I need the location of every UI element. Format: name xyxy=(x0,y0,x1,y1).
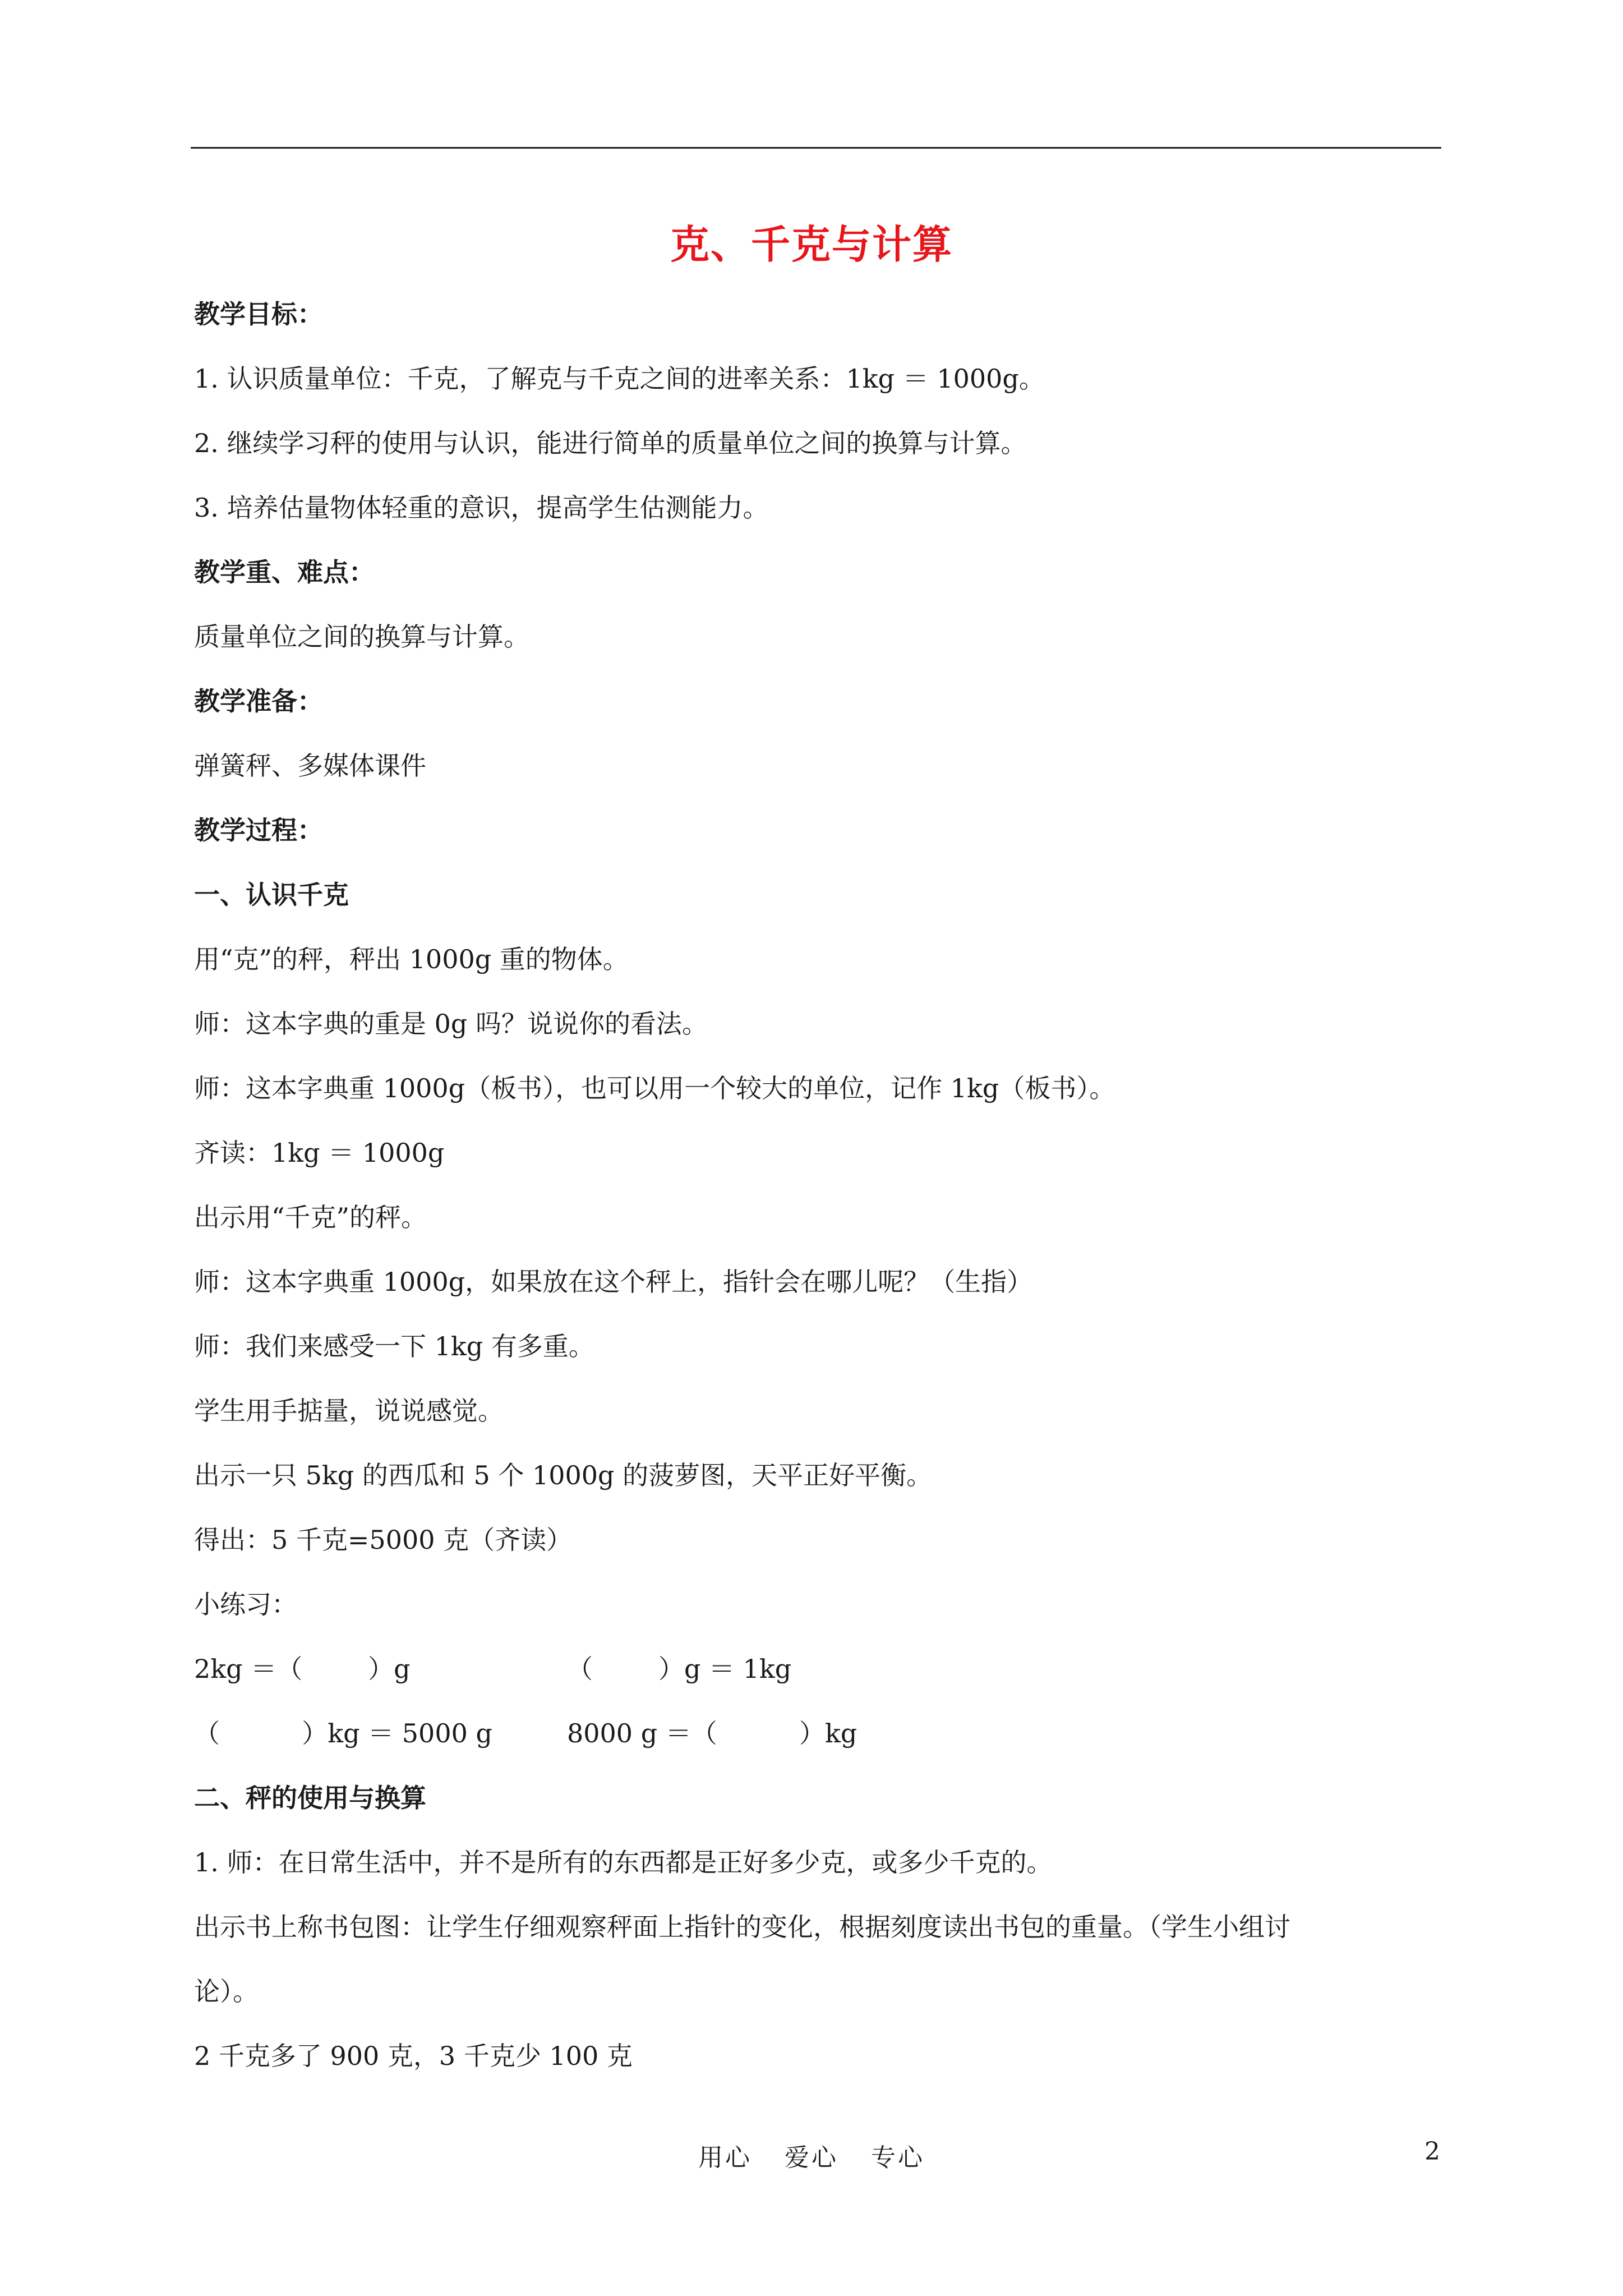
paragraph-line: 出示一只 5kg 的西瓜和 5 个 1000g 的菠萝图，天平正好平衡。 xyxy=(194,1460,933,1490)
objective-2: 2. 继续学习秤的使用与认识，能进行简单的质量单位之间的换算与计算。 xyxy=(194,428,1027,458)
paragraph-line: 2 千克多了 900 克，3 千克少 100 克 xyxy=(194,2041,633,2071)
paragraph-line: 出示书上称书包图：让学生仔细观察秤面上指针的变化，根据刻度读出书包的重量。（学生小组讨 xyxy=(194,1912,1290,1942)
paragraph-line: 齐读：1kg ＝ 1000g xyxy=(194,1138,445,1168)
exercise-item: （ ）kg ＝ 5000 g xyxy=(194,1718,492,1749)
section-heading-objectives: 教学目标： xyxy=(194,299,323,329)
section-heading-preparation: 教学准备： xyxy=(194,686,323,716)
objective-3: 3. 培养估量物体轻重的意识，提高学生估测能力。 xyxy=(194,493,769,523)
paragraph-line: 师：这本字典的重是 0g 吗？说说你的看法。 xyxy=(194,1009,708,1039)
exercise-row-1 xyxy=(194,1652,1445,1686)
footer-slogan: 用心 爱心 专心 xyxy=(698,2143,925,2172)
paragraph-line: 论）。 xyxy=(194,1976,259,2007)
page-number: 2 xyxy=(1424,2137,1440,2166)
exercise-item: （ ）g ＝ 1kg xyxy=(567,1654,792,1684)
section-heading-process: 教学过程： xyxy=(194,815,323,845)
paragraph-line: 得出：5 千克=5000 克（齐读） xyxy=(194,1525,573,1555)
paragraph-line: 师：这本字典重 1000g，如果放在这个秤上，指针会在哪儿呢？（生指） xyxy=(194,1267,1033,1297)
exercise-item: 2kg ＝（ ）g xyxy=(194,1654,411,1684)
subsection-heading-kilogram: 一、认识千克 xyxy=(194,880,349,910)
paragraph-line: 1. 师：在日常生活中，并不是所有的东西都是正好多少克，或多少千克的。 xyxy=(194,1847,1053,1878)
exercise-item: 8000 g ＝（ ）kg xyxy=(567,1718,857,1749)
paragraph-line: 用“克”的秤，秤出 1000g 重的物体。 xyxy=(194,944,629,974)
section-heading-key-points: 教学重、难点： xyxy=(194,557,375,587)
preparation-text: 弹簧秤、多媒体课件 xyxy=(194,751,426,781)
objective-1: 1. 认识质量单位：千克，了解克与千克之间的进率关系：1kg ＝ 1000g。 xyxy=(194,364,1045,394)
document-body xyxy=(194,297,1445,2104)
paragraph-line: 小练习： xyxy=(194,1589,297,1619)
subsection-heading-scale: 二、秤的使用与换算 xyxy=(194,1783,426,1813)
key-points-text: 质量单位之间的换算与计算。 xyxy=(194,622,529,652)
exercise-row-2 xyxy=(194,1717,1445,1750)
paragraph-line: 出示用“千克”的秤。 xyxy=(194,1202,427,1232)
document-title: 克、千克与计算 xyxy=(670,221,953,268)
paragraph-line: 师：这本字典重 1000g（板书），也可以用一个较大的单位，记作 1kg（板书）。 xyxy=(194,1073,1115,1103)
paragraph-line: 学生用手掂量，说说感觉。 xyxy=(194,1396,504,1426)
header-rule xyxy=(191,147,1441,149)
paragraph-line: 师：我们来感受一下 1kg 有多重。 xyxy=(194,1331,594,1361)
